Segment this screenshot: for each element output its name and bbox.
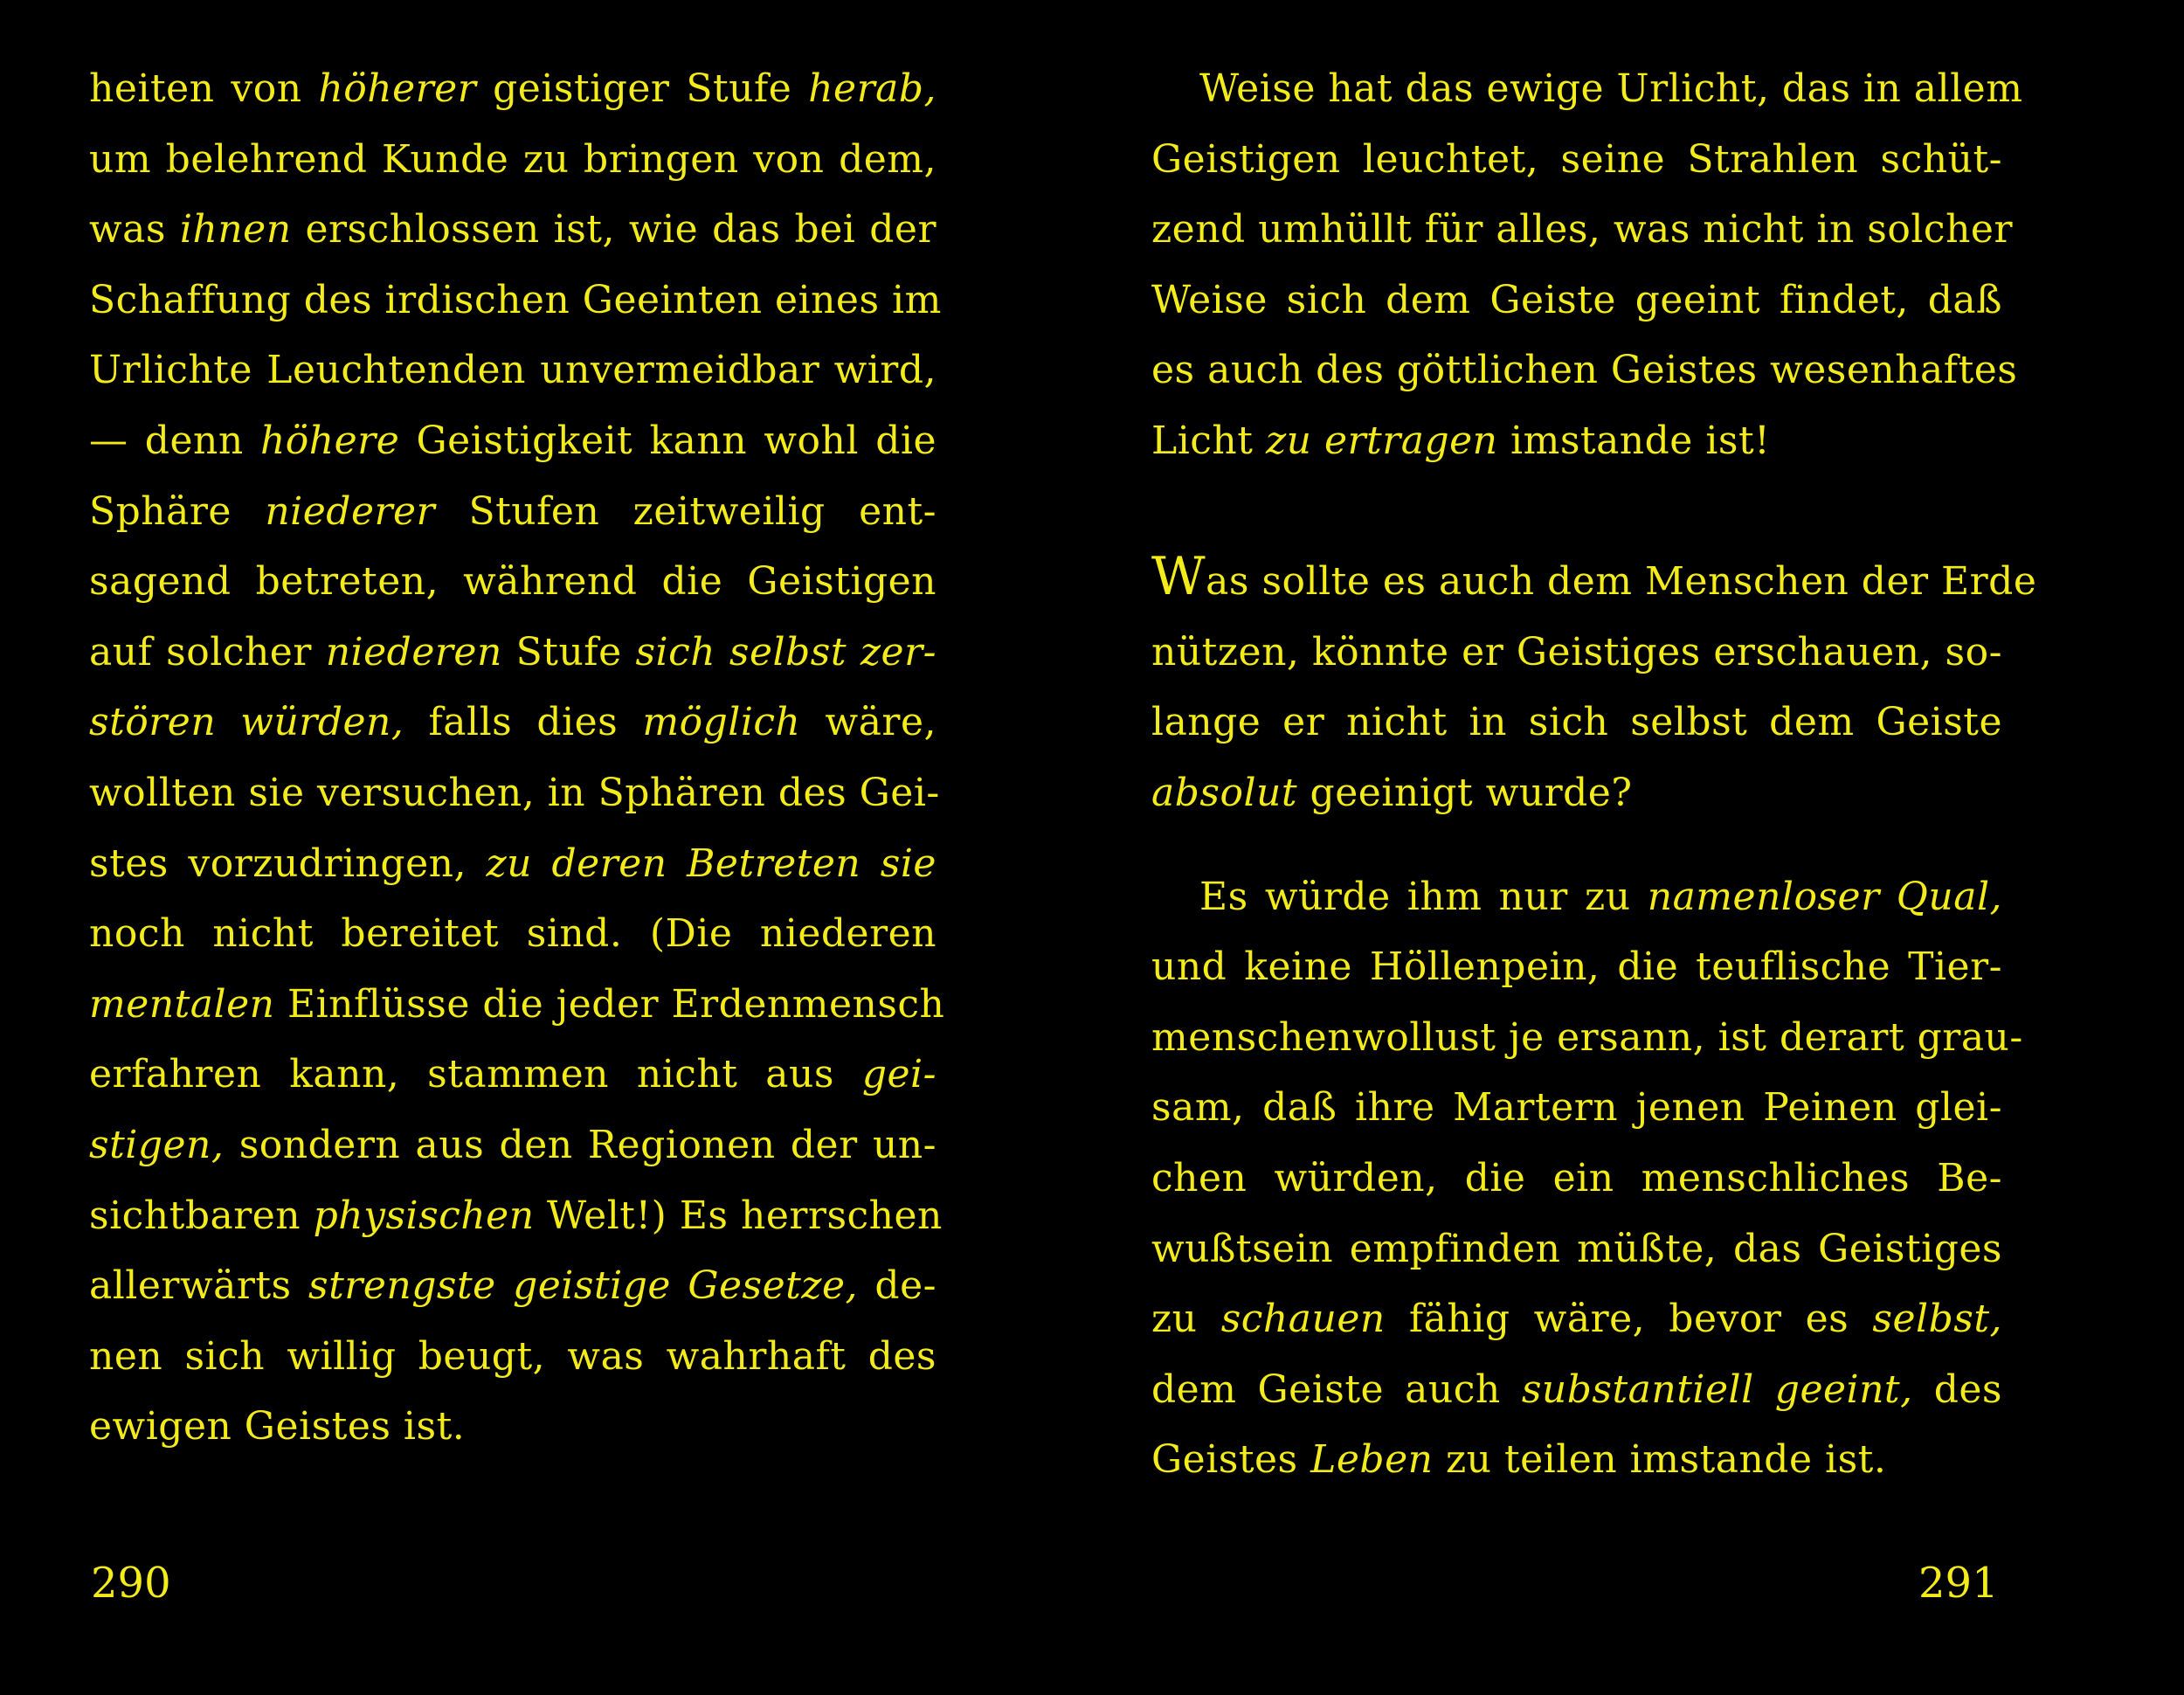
italic-text: ihnen <box>179 207 292 253</box>
text-run: um belehrend Kunde zu bringen von dem, <box>89 136 936 182</box>
text-line <box>1151 406 2002 477</box>
text-line <box>1151 1003 2023 1074</box>
text-line <box>89 54 936 125</box>
text-run: Schaffung des irdischen Geeinten eines im <box>89 277 942 322</box>
text-line <box>1151 758 2002 829</box>
italic-text: sich selbst zer- <box>635 629 936 675</box>
text-run: erfahren kann, stammen nicht aus <box>89 1052 862 1097</box>
text-line <box>89 477 936 548</box>
text-line <box>89 829 936 900</box>
paragraph-3 <box>1151 862 2023 1496</box>
left-page-lines <box>89 54 945 1463</box>
text-run: was <box>89 207 180 253</box>
italic-text: strengste geistige Gesetze, <box>308 1263 859 1309</box>
text-line <box>89 1251 936 1322</box>
text-line <box>1151 618 2002 688</box>
italic-text: mentalen <box>89 981 275 1027</box>
italic-text: physischen <box>313 1193 535 1238</box>
text-run: Welt!) Es herrschen <box>534 1193 943 1238</box>
text-run: zend umhüllt für alles, was nicht in solcher <box>1151 207 2013 253</box>
paragraph-spacer <box>1151 829 2002 862</box>
text-line <box>89 1392 936 1463</box>
text-run: imstande ist! <box>1497 418 1771 463</box>
text-line <box>1151 54 2023 125</box>
text-run: Geistigkeit kann wohl die <box>399 418 936 463</box>
text-run: geeinigt wurde? <box>1297 770 1633 815</box>
text-run: as sollte es auch dem Menschen der Erde <box>1206 559 2037 605</box>
text-line <box>1151 336 2018 406</box>
paragraph-2 <box>1151 546 2037 828</box>
text-run: zu <box>1151 1297 1221 1342</box>
text-run: es auch des göttlichen Geistes wesenhaftes <box>1151 348 2018 393</box>
italic-text: selbst, <box>1872 1297 2002 1342</box>
text-run: dem Geiste auch <box>1151 1366 1522 1412</box>
text-line <box>1151 862 2002 933</box>
italic-text: absolut <box>1151 770 1298 815</box>
text-run: nützen, könnte er Geistiges erschauen, so- <box>1151 629 2002 675</box>
text-run: Stufe <box>501 629 636 675</box>
text-line <box>89 1110 936 1181</box>
text-run: und keine Höllenpein, die teuflische Tier- <box>1151 944 2002 990</box>
italic-text: zu deren Betreten sie <box>486 841 936 886</box>
italic-text: höherer <box>318 66 477 111</box>
text-line <box>1151 266 2002 336</box>
text-run: sam, daß ihre Martern jenen Peinen glei- <box>1151 1085 2002 1131</box>
text-run: ewigen Geistes ist. <box>89 1404 466 1449</box>
text-line <box>89 1181 943 1252</box>
text-run: wäre, <box>800 700 936 745</box>
italic-text: stören würden, <box>89 700 404 745</box>
text-line <box>1151 1284 2002 1355</box>
text-run: — denn <box>89 418 260 463</box>
text-run: auf solcher <box>89 629 326 675</box>
text-line <box>89 266 942 336</box>
text-line <box>1151 195 2013 266</box>
text-line <box>89 970 945 1041</box>
text-line <box>1151 688 2002 758</box>
text-run: wollten sie versuchen, in Sphären des Gei- <box>89 770 940 815</box>
paragraph-1 <box>1151 54 2023 477</box>
text-run: lange er nicht in sich selbst dem Geiste <box>1151 700 2002 745</box>
text-run: sichtbaren <box>89 1193 314 1238</box>
italic-text: niederen <box>325 629 502 675</box>
italic-text: zu ertragen <box>1265 418 1498 463</box>
italic-text: substantiell geeint, <box>1521 1366 1913 1412</box>
text-run: zu teilen imstande ist. <box>1433 1437 1887 1483</box>
italic-text: herab, <box>808 66 936 111</box>
text-run: Sphäre <box>89 488 266 534</box>
text-run: fähig wäre, bevor es <box>1385 1297 1873 1342</box>
text-line <box>89 618 936 688</box>
text-line <box>1151 1214 2002 1285</box>
text-run: Geistes <box>1151 1437 1311 1483</box>
italic-text: stigen, <box>89 1122 225 1167</box>
text-line <box>89 758 940 829</box>
text-line <box>89 547 936 618</box>
italic-text: höhere <box>259 418 400 463</box>
text-line <box>89 195 936 266</box>
text-line <box>1151 546 2037 618</box>
text-run: Einflüsse die jeder Erdenmensch <box>274 981 945 1027</box>
text-line <box>1151 1355 2002 1426</box>
text-run: Stufen zeitweilig ent- <box>435 488 936 534</box>
text-run: Urlichte Leuchtenden unvermeidbar wird, <box>89 348 936 393</box>
text-run: Es würde ihm nur zu <box>1199 874 1648 919</box>
text-run: geistiger Stufe <box>476 66 809 111</box>
text-line <box>1151 1073 2002 1144</box>
text-line <box>89 688 936 758</box>
text-run: wußtsein empfinden müßte, das Geistiges <box>1151 1226 2002 1271</box>
text-run: falls dies <box>404 700 643 745</box>
text-run: nen sich willig beugt, was wahrhaft des <box>89 1333 936 1379</box>
text-line <box>1151 125 2002 196</box>
text-run: Geistigen leuchtet, seine Strahlen schüt- <box>1151 136 2002 182</box>
text-run: erschlossen ist, wie das bei der <box>291 207 936 253</box>
text-line <box>89 1322 936 1393</box>
text-run: Weise hat das ewige Urlicht, das in allem <box>1199 66 2023 111</box>
text-line <box>89 336 936 406</box>
italic-text: niederer <box>265 488 436 534</box>
text-run: de- <box>858 1263 936 1309</box>
initial-letter: W <box>1151 546 1206 608</box>
page-number-right: 291 <box>1918 1559 1999 1608</box>
italic-text: namenloser Qual, <box>1647 874 2003 919</box>
text-run: Licht <box>1151 418 1266 463</box>
text-run: menschenwollust je ersann, ist derart grau- <box>1151 1014 2023 1060</box>
page-number-left: 290 <box>91 1559 171 1608</box>
text-run: heiten von <box>89 66 319 111</box>
text-run: stes vorzudringen, <box>89 841 487 886</box>
italic-text: Leben <box>1310 1437 1434 1483</box>
text-line <box>1151 1144 2002 1214</box>
text-run: Weise sich dem Geiste geeint findet, daß <box>1151 277 2002 322</box>
text-run: sondern aus den Regionen der un- <box>224 1122 936 1167</box>
text-line <box>89 406 936 477</box>
italic-text: möglich <box>642 700 801 745</box>
text-run: sagend betreten, während die Geistigen <box>89 559 936 605</box>
text-line <box>89 125 936 196</box>
text-run: chen würden, die ein menschliches Be- <box>1151 1155 2002 1200</box>
paragraph-spacer <box>1151 477 2002 548</box>
text-line <box>89 1040 936 1110</box>
text-run: allerwärts <box>89 1263 309 1309</box>
text-run: des <box>1912 1366 2002 1412</box>
left-page-text <box>89 54 945 1463</box>
italic-text: gei- <box>861 1052 936 1097</box>
text-line <box>89 899 936 970</box>
italic-text: schauen <box>1220 1297 1386 1342</box>
right-page-text <box>1151 54 2037 1496</box>
text-run: noch nicht bereitet sind. (Die niederen <box>89 911 936 957</box>
text-line <box>1151 1425 2002 1496</box>
text-line <box>1151 932 2002 1003</box>
